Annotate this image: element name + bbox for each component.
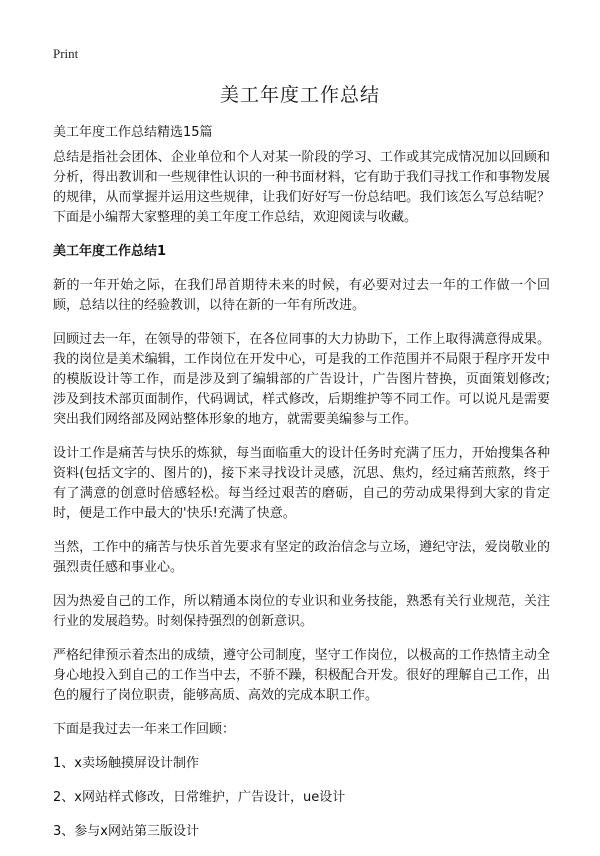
document-body [53, 148, 550, 856]
body-paragraph: 严格纪律预示着杰出的成绩，遵守公司制度，坚守工作岗位，以极高的工作热情主动全身心地投入到自己的工作当中去，不骄不躁，积极配合开发。很好的理解自己工作，出色的履行了岗位职责，能够高质、高效的完成本职工作。 [53, 648, 550, 703]
body-paragraph: 新的一年开始之际，在我们昂首期待未来的时候，有必要对过去一年的工作做一个回顾，总结以往的经验教训，以待在新的一年有所改进。 [53, 278, 550, 313]
intro-paragraph: 总结是指社会团体、企业单位和个人对某一阶段的学习、工作或其完成情况加以回顾和分析，得出教训和一些规律性认识的一种书面材料，它有助于我们寻找工作和事物发展的规律，从而掌握并运用这些规律，让我们好好写一份总结吧。我们该怎么写总结呢？下面是小编帮大家整理的美工年度工作总结，欢迎阅读与收藏。 [53, 150, 550, 225]
body-paragraph: 因为热爱自己的工作，所以精通本岗位的专业识和业务技能，熟悉有关行业规范，关注行业的发展趋势。时刻保持强烈的创新意识。 [53, 594, 550, 629]
section-heading: 美工年度工作总结1 [53, 244, 167, 259]
list-item: 3、参与x网站第三版设计 [53, 824, 199, 839]
document-subtitle: 美工年度工作总结精选15篇 [53, 125, 213, 140]
body-paragraph: 当然，工作中的痛苦与快乐首先要求有坚定的政治信念与立场，遵纪守法，爱岗敬业的强烈责任感和事业心。 [53, 540, 550, 575]
body-paragraph: 下面是我过去一年来工作回顾： [53, 722, 236, 737]
body-paragraph: 回顾过去一年，在领导的带领下，在各位同事的大力协助下，工作上取得满意得成果。我的岗位是美术编辑，工作岗位在开发中心，可是我的工作范围并不局限于程序开发中的模版设计等工作，而是涉及到了编辑部的广告设计，广告图片替换，页面策划修改;涉及到技术部页面制作，代码调试，样式修改，后期维护等不同工作。可以说凡是需要突出我们网络部及网站整体形象的地方，就需要美编参与工作。 [53, 332, 550, 427]
list-item: 2、x网站样式修改，日常维护，广告设计，ue设计 [53, 790, 346, 805]
list-item: 1、x卖场触摸屏设计制作 [53, 756, 199, 771]
body-paragraph: 设计工作是痛苦与快乐的炼狱，每当面临重大的设计任务时充满了压力，开始搜集各种资料(包括文字的、图片的)，接下来寻找设计灵感，沉思、焦灼，经过痛苦煎熬，终于有了满意的创意时倍感轻松。每当经过艰苦的磨砺，自己的劳动成果得到大家的肯定时，便是工作中最大的'快乐!充满了快意。 [53, 446, 550, 521]
print-link[interactable]: Print [53, 46, 79, 61]
document-title: 美工年度工作总结 [219, 84, 380, 106]
